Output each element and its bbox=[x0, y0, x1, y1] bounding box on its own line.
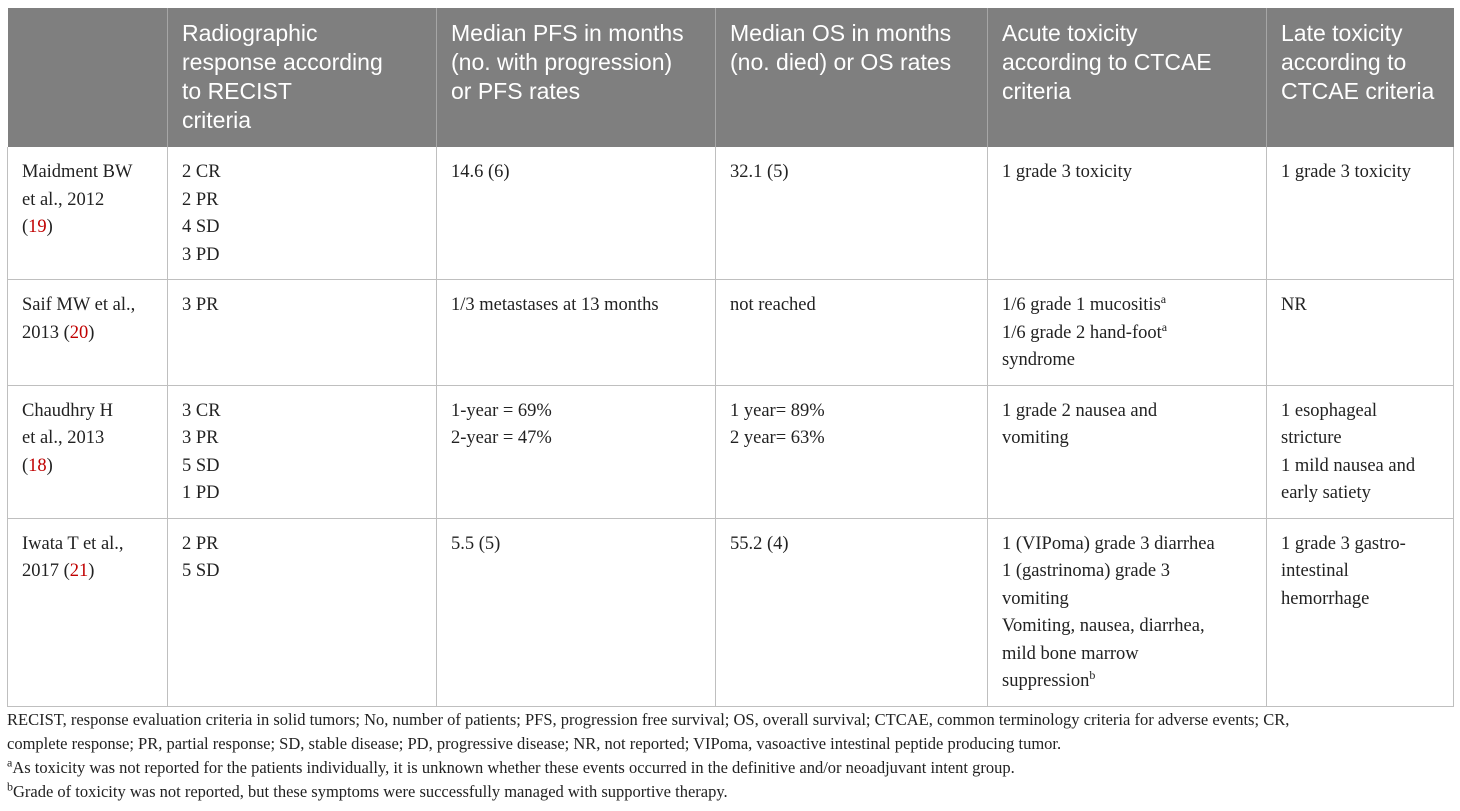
late-toxicity-cell: 1 grade 3 toxicity bbox=[1267, 147, 1454, 280]
reference-link[interactable]: 21 bbox=[69, 561, 89, 581]
header-study bbox=[8, 8, 168, 147]
footnote-a: $^a$As toxicity was not reported for the patients individually, it is unknown whether these events occurred in the definitive and/or neoadjuvant intent group. bbox=[7, 755, 1015, 777]
os-cell: 1 year= 89% 2 year= 63% bbox=[716, 385, 988, 518]
abbreviations-note: RECIST, response evaluation criteria in solid tumors; No, number of patients; PFS, progression free survival; OS, overall survival; CTCAE, common terminology criteria for adverse events; CR, bbox=[7, 710, 1290, 729]
reference-link[interactable]: 20 bbox=[69, 322, 89, 343]
pfs-cell: 5.5 (5) bbox=[437, 518, 716, 706]
header-pfs: Median PFS in months (no. with progression) or PFS rates bbox=[437, 8, 716, 147]
late-toxicity-cell: 1 esophageal stricture 1 mild nausea and early satiety bbox=[1267, 385, 1454, 518]
acute-toxicity-cell: 1 (VIPoma) grade 3 diarrhea 1 (gastrinoma) grade 3 vomiting Vomiting, nausea, diarrhea, mild bone marrow suppression$^b$ bbox=[988, 518, 1267, 706]
acute-toxicity-cell: 1 grade 2 nausea and vomiting bbox=[988, 385, 1267, 518]
footnote-marker: a bbox=[7, 755, 13, 770]
results-table bbox=[7, 8, 1454, 707]
footnote-marker: b bbox=[7, 779, 13, 794]
table-footnotes bbox=[7, 708, 1453, 804]
header-response: Radiographic response according to RECIST criteria bbox=[168, 8, 437, 147]
footnote-marker: a bbox=[1161, 319, 1168, 334]
acute-toxicity-cell: 1/6 grade 1 mucositis$^a$ 1/6 grade 2 hand-foot$^a$ syndrome bbox=[988, 280, 1267, 386]
table-row bbox=[8, 385, 1454, 518]
response-cell: 2 PR 5 SD bbox=[168, 518, 437, 706]
pfs-cell: 1/3 metastases at 13 months bbox=[437, 280, 716, 386]
header-os: Median OS in months (no. died) or OS rates bbox=[716, 8, 988, 147]
pfs-cell: 1-year = 69% 2-year = 47% bbox=[437, 385, 716, 518]
response-cell: 3 CR 3 PR 5 SD 1 PD bbox=[168, 385, 437, 518]
late-toxicity-cell: 1 grade 3 gastro- intestinal hemorrhage bbox=[1267, 518, 1454, 706]
table-row bbox=[8, 147, 1454, 280]
response-cell: 3 PR bbox=[168, 280, 437, 386]
study-cell: Saif MW et al., 2013 (20) bbox=[8, 280, 168, 386]
response-cell: 2 CR 2 PR 4 SD 3 PD bbox=[168, 147, 437, 280]
os-cell: not reached bbox=[716, 280, 988, 386]
footnote-b: $^b$Grade of toxicity was not reported, but these symptoms were successfully managed with supportive therapy. bbox=[7, 779, 728, 801]
late-toxicity-cell: NR bbox=[1267, 280, 1454, 386]
footnote-marker: b bbox=[1089, 667, 1096, 682]
acute-toxicity-cell: 1 grade 3 toxicity bbox=[988, 147, 1267, 280]
study-cell: Maidment BW et al., 2012 (19) bbox=[8, 147, 168, 280]
abbreviations-note-continued: complete response; PR, partial response; SD, stable disease; PD, progressive disease; NR, not reported; VIPoma, vasoactive intestinal peptide producing tumor. bbox=[7, 734, 1062, 753]
table-row bbox=[8, 280, 1454, 386]
header-late-toxicity: Late toxicity according to CTCAE criteria bbox=[1267, 8, 1454, 147]
table-row bbox=[8, 518, 1454, 706]
study-cell: Iwata T et al., 2017 (21) bbox=[8, 518, 168, 706]
pfs-cell: 14.6 (6) bbox=[437, 147, 716, 280]
reference-link[interactable]: 18 bbox=[28, 455, 47, 476]
os-cell: 55.2 (4) bbox=[716, 518, 988, 706]
reference-link[interactable]: 19 bbox=[28, 217, 47, 237]
study-cell: Chaudhry H et al., 2013 (18) bbox=[8, 385, 168, 518]
header-acute-toxicity: Acute toxicity according to CTCAE criteria bbox=[988, 8, 1267, 147]
header-row bbox=[8, 8, 1454, 147]
footnote-marker: a bbox=[1160, 291, 1167, 306]
os-cell: 32.1 (5) bbox=[716, 147, 988, 280]
